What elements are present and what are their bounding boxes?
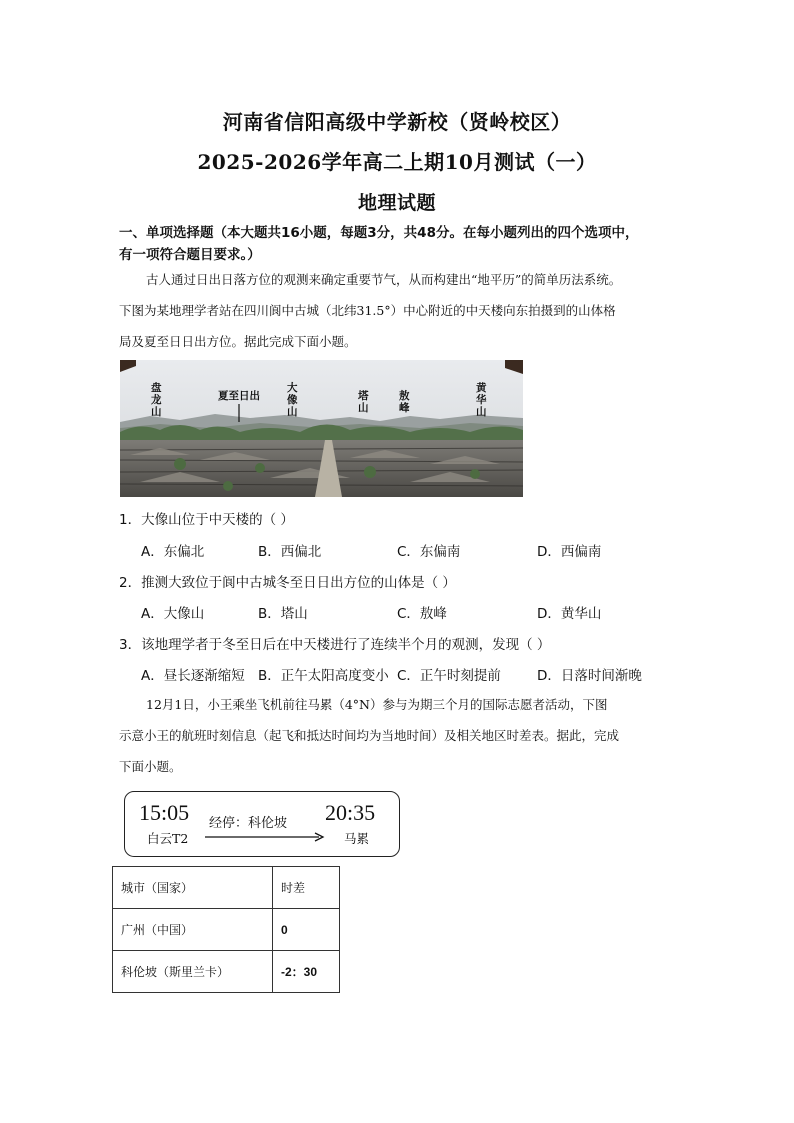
question-2-stem: 2．推测大致位于阆中古城冬至日日出方位的山体是（ ） (119, 575, 456, 591)
section-heading (119, 222, 679, 266)
flight-arrow-icon (205, 832, 325, 842)
label-ta-mountain: 塔山 (358, 390, 369, 414)
question-3-stem: 3．该地理学者于冬至日后在中天楼进行了连续半个月的观测，发现（ ） (119, 637, 551, 653)
label-ao-peak: 敖峰 (399, 390, 410, 414)
table-header-difference: 时差 (273, 867, 340, 909)
exam-title-term: 2025-2026学年高二上期10月测试（一） (197, 150, 597, 174)
table-cell-difference: 0 (273, 909, 340, 951)
question-2-option-b: B．塔山 (258, 606, 308, 622)
question-2-option-c: C．敖峰 (397, 606, 447, 622)
question-2-option-d: D．黄华山 (537, 606, 602, 622)
table-header-row (113, 867, 340, 909)
table-header-city: 城市（国家） (113, 867, 273, 909)
passage-2-line2: 示意小王的航班时刻信息（起飞和抵达时间均为当地时间）及相关地区时差表。据此，完成 (119, 728, 620, 743)
question-3-option-a: A．昼长逐渐缩短 (141, 668, 245, 684)
departure-time: 15:05 (139, 800, 190, 825)
question-3-option-d: D．日落时间渐晚 (537, 668, 642, 684)
table-row (113, 909, 340, 951)
passage-2-line1: 12月1日，小王乘坐飞机前往马累（4°N）参与为期三个月的国际志愿者活动，下图 (146, 697, 608, 712)
table-cell-difference: -2：30 (273, 951, 340, 993)
question-1-option-a: A．东偏北 (141, 544, 205, 560)
question-2-option-a: A．大像山 (141, 606, 205, 622)
passage-2 (119, 689, 679, 782)
passage-2-line3: 下面小题。 (119, 759, 182, 774)
passage-1 (119, 264, 679, 357)
stopover-label: 经停：科伦坡 (209, 816, 288, 831)
arrival-time: 20:35 (325, 800, 376, 825)
question-3-option-c: C．正午时刻提前 (397, 668, 501, 684)
table-cell-city: 科伦坡（斯里兰卡） (113, 951, 273, 993)
flight-info-card (124, 791, 400, 857)
passage-1-line3: 局及夏至日日出方位。据此完成下面小题。 (119, 334, 357, 349)
question-1-option-c: C．东偏南 (397, 544, 461, 560)
table-cell-city: 广州（中国） (113, 909, 273, 951)
label-summer-solstice-sunrise: 夏至日出 (218, 390, 260, 402)
time-difference-table (112, 866, 340, 993)
question-1-option-b: B．西偏北 (258, 544, 322, 560)
section-heading-line2: 有一项符合题目要求。） (119, 247, 261, 263)
question-1-option-d: D．西偏南 (537, 544, 602, 560)
departure-place: 白云T2 (147, 831, 189, 846)
exam-title-subject: 地理试题 (357, 192, 436, 214)
question-1-stem: 1．大像山位于中天楼的（ ） (119, 512, 294, 528)
section-heading-line1: 一、单项选择题（本大题共16小题，每题3分，共48分。在每小题列出的四个选项中， (119, 225, 639, 241)
label-huanghua-mountain: 黄华山 (476, 382, 487, 418)
panorama-illustration (120, 360, 523, 497)
label-daxiang-mountain: 大像山 (287, 382, 298, 418)
arrival-place: 马累 (344, 831, 370, 846)
langzhong-panorama-photo (120, 360, 523, 497)
label-panlong-mountain: 盘龙山 (151, 382, 162, 418)
exam-title-school: 河南省信阳高级中学新校（贤岭校区） (222, 110, 572, 134)
question-3-option-b: B．正午太阳高度变小 (258, 668, 389, 684)
passage-1-line1: 古人通过日出日落方位的观测来确定重要节气，从而构建出“地平历”的简单历法系统。 (146, 272, 622, 287)
passage-1-line2: 下图为某地理学者站在四川阆中古城（北纬31.5°）中心附近的中天楼向东拍摄到的山体格 (119, 303, 616, 318)
table-row (113, 951, 340, 993)
